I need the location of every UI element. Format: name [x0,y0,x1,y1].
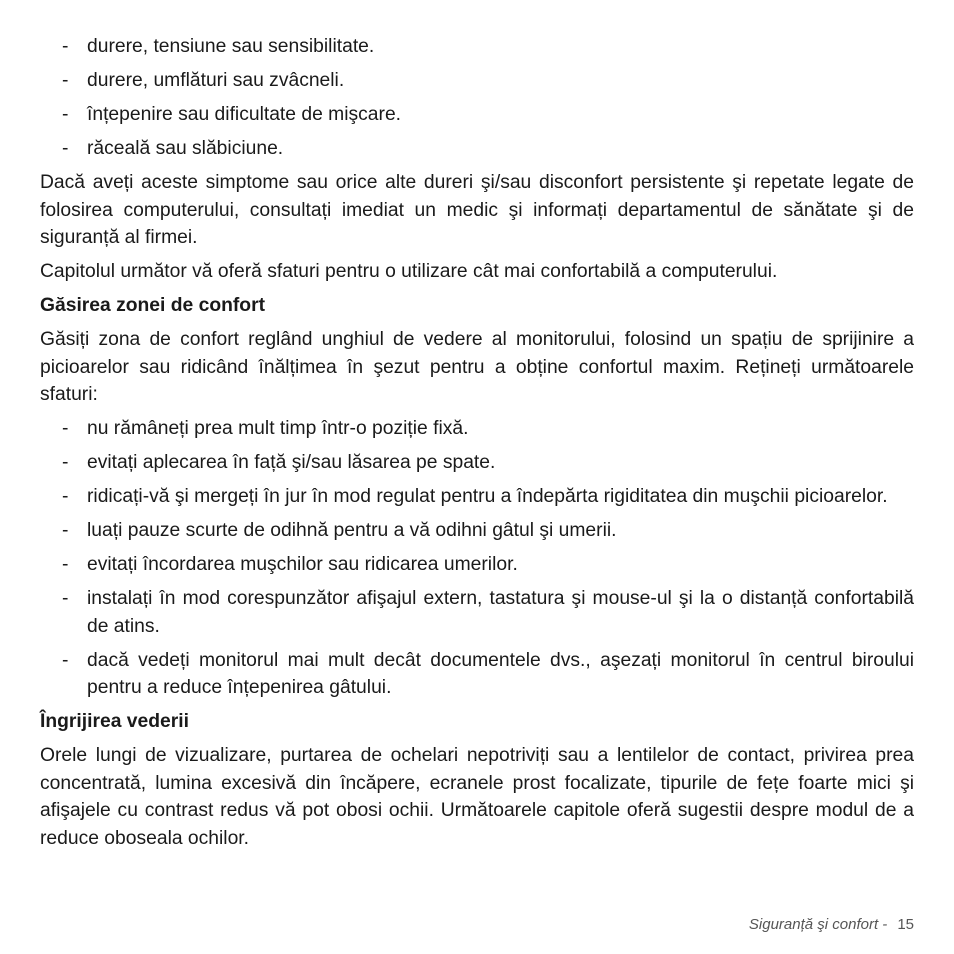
list-bullet: - [62,138,69,159]
list-bullet: - [62,588,69,609]
list-item [40,517,914,545]
paragraph-next-chapter: Capitolul următor vă oferă sfaturi pentru o utilizare cât mai confortabilă a computerului. [40,261,778,282]
page-footer [749,916,914,933]
list-item-text: durere, umflături sau zvâcneli. [87,70,345,91]
page-number: 15 [897,916,914,933]
list-item-text: răceală sau slăbiciune. [87,138,284,159]
document-page [40,33,914,859]
list-bullet: - [62,486,69,507]
section-heading-eye-care: Îngrijirea vederii [40,711,189,732]
footer-chapter-title: Siguranță şi confort - [748,916,888,933]
list-bullet: - [62,452,69,473]
list-bullet: - [62,554,69,575]
list-item [40,551,914,579]
list-bullet: - [62,70,69,91]
list-item-text: luați pauze scurte de odihnă pentru a vă odihni gâtul şi umerii. [87,520,617,541]
list-item [40,647,914,702]
list-item [40,483,914,511]
list-item-text: durere, tensiune sau sensibilitate. [87,36,375,57]
list-item-text: evitați încordarea muşchilor sau ridicarea umerilor. [87,554,518,575]
list-item-text: ridicați-vă şi mergeți în jur în mod regulat pentru a îndepărta rigiditatea din muşchii picioarelor. [87,486,888,507]
list-item-text: dacă vedeți monitorul mai mult decât documentele dvs., aşezați monitorul în centrul biroului pentru a reduce înțepenirea gâtului. [87,649,914,698]
paragraph-eye-care: Orele lungi de vizualizare, purtarea de ochelari nepotriviți sau a lentilelor de contact, privirea prea concentrată, lumina excesivă din încăpere, ecranele prost focalizate, tipurile de fețe foarte mici şi afişajele cu contrast redus vă pot obosi ochii. Următoarele capitole oferă sugestii despre modul de a reduce oboseala ochilor. [40,745,914,849]
tips-list [40,415,914,702]
list-item [40,101,914,129]
paragraph-comfort-zone: Găsiți zona de confort reglând unghiul de vedere al monitorului, folosind un spațiu de sprijinire a picioarelor sau ridicând înălțimea în şezut pentru a obține confortul maxim. Rețineți următoarele sfaturi: [40,329,914,405]
list-item [40,415,914,443]
list-item [40,585,914,640]
list-item-text: evitați aplecarea în față şi/sau lăsarea pe spate. [87,452,496,473]
list-bullet: - [62,649,69,671]
paragraph-consult-doctor: Dacă aveți aceste simptome sau orice alte dureri şi/sau disconfort persistente şi repetate legate de folosirea computerului, consultați imediat un medic şi informați departamentul de sănătate şi de siguranță al firmei. [40,172,914,248]
list-item [40,33,914,61]
list-bullet: - [62,520,69,541]
list-item [40,67,914,95]
list-item [40,135,914,163]
list-item [40,449,914,477]
list-bullet: - [62,36,69,57]
list-bullet: - [62,104,69,125]
list-item-text: nu rămâneți prea mult timp într-o poziție fixă. [87,418,469,439]
list-item-text: înțepenire sau dificultate de mişcare. [87,104,402,125]
symptoms-list [40,33,914,163]
list-item-text: instalați în mod corespunzător afişajul extern, tastatura şi mouse-ul şi la o distanță confortabilă de atins. [87,588,914,637]
section-heading-comfort-zone: Găsirea zonei de confort [40,295,266,316]
list-bullet: - [62,418,69,439]
